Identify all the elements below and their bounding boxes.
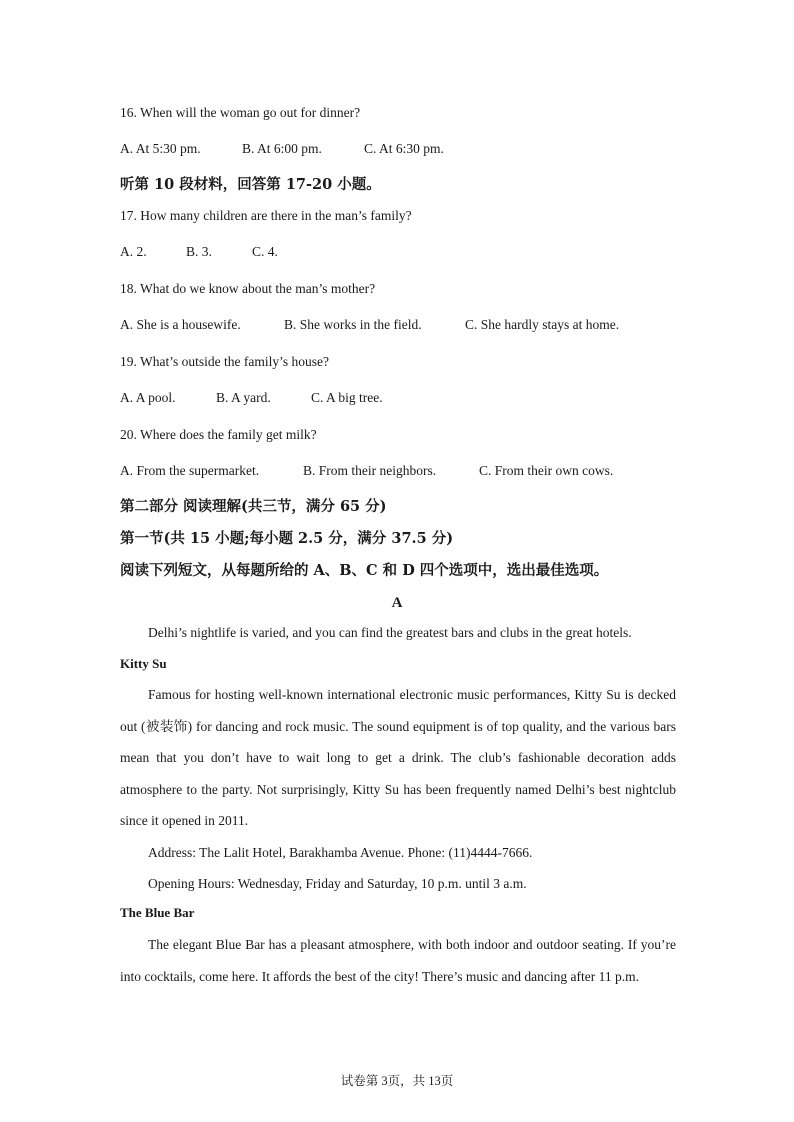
passage-intro-text: Delhi’s nightlife is varied, and you can find the greatest bars and clubs in the great hotels. bbox=[148, 625, 632, 640]
question-18-option-a: A. She is a housewife. bbox=[120, 317, 241, 332]
blue-bar-heading: The Blue Bar bbox=[120, 905, 195, 920]
question-17-option-c: C. 4. bbox=[252, 244, 278, 259]
passage-title: A bbox=[391, 595, 403, 611]
question-17-option-a: A. 2. bbox=[120, 244, 147, 259]
part-2-heading: 第二部分 阅读理解(共三节，满分 65 分) bbox=[120, 498, 387, 515]
question-19-option-a: A. A pool. bbox=[120, 390, 176, 405]
question-19-stem: 19. What’s outside the family’s house? bbox=[120, 354, 329, 369]
passage-intro bbox=[120, 617, 676, 649]
kitty-su-description: Famous for hosting well-known international electronic music performances, Kitty Su is decked out (被装饰) for dancing and rock music. The sound equipment is of top quality, and the various bars mean that you don’t have to wait long to get a drink. The club’s fashionable decoration adds atmosphere to the party. Not surprisingly, Kitty Su has been frequently named Delhi’s best nightclub since it opened in 2011. bbox=[120, 687, 676, 828]
question-20-option-b: B. From their neighbors. bbox=[303, 463, 437, 478]
kitty-su-heading: Kitty Su bbox=[120, 656, 167, 671]
blue-bar-description: The elegant Blue Bar has a pleasant atmosphere, with both indoor and outdoor seating. If you’re into cocktails, come here. It affords the best of the city! There’s music and dancing after 11 p.m. bbox=[120, 937, 676, 984]
kitty-su-hours: Opening Hours: Wednesday, Friday and Saturday, 10 p.m. until 3 a.m. bbox=[148, 876, 527, 891]
question-17-option-b: B. 3. bbox=[186, 244, 212, 259]
page-footer: 试卷第 3页，共 13页 bbox=[340, 1074, 454, 1088]
kitty-su-section bbox=[120, 679, 676, 900]
question-18-stem: 18. What do we know about the man’s mother? bbox=[120, 281, 376, 296]
question-18-option-b: B. She works in the field. bbox=[284, 317, 422, 332]
blue-bar-section bbox=[120, 929, 676, 992]
question-16-option-b: B. At 6:00 pm. bbox=[242, 141, 322, 156]
question-16-stem: 16. When will the woman go out for dinner? bbox=[120, 105, 361, 120]
part-2-section-1-heading: 第一节(共 15 小题;每小题 2.5 分，满分 37.5 分) bbox=[120, 530, 454, 547]
question-19-option-c: C. A big tree. bbox=[311, 390, 383, 405]
question-20-stem: 20. Where does the family get milk? bbox=[120, 427, 317, 442]
question-20-option-a: A. From the supermarket. bbox=[120, 463, 260, 478]
question-16-option-c: C. At 6:30 pm. bbox=[364, 141, 444, 156]
kitty-su-address: Address: The Lalit Hotel, Barakhamba Avenue. Phone: (11)4444-7666. bbox=[148, 844, 533, 860]
question-19-option-b: B. A yard. bbox=[216, 390, 271, 405]
section-10-heading: 听第 10 段材料，回答第 17-20 小题。 bbox=[120, 176, 381, 193]
question-18-option-c: C. She hardly stays at home. bbox=[465, 317, 620, 332]
question-20-option-c: C. From their own cows. bbox=[479, 463, 614, 478]
question-17-stem: 17. How many children are there in the man’s family? bbox=[120, 208, 412, 223]
question-16-option-a: A. At 5:30 pm. bbox=[120, 141, 201, 156]
reading-instruction: 阅读下列短文，从每题所给的 A、B、C 和 D 四个选项中，选出最佳选项。 bbox=[120, 562, 609, 579]
